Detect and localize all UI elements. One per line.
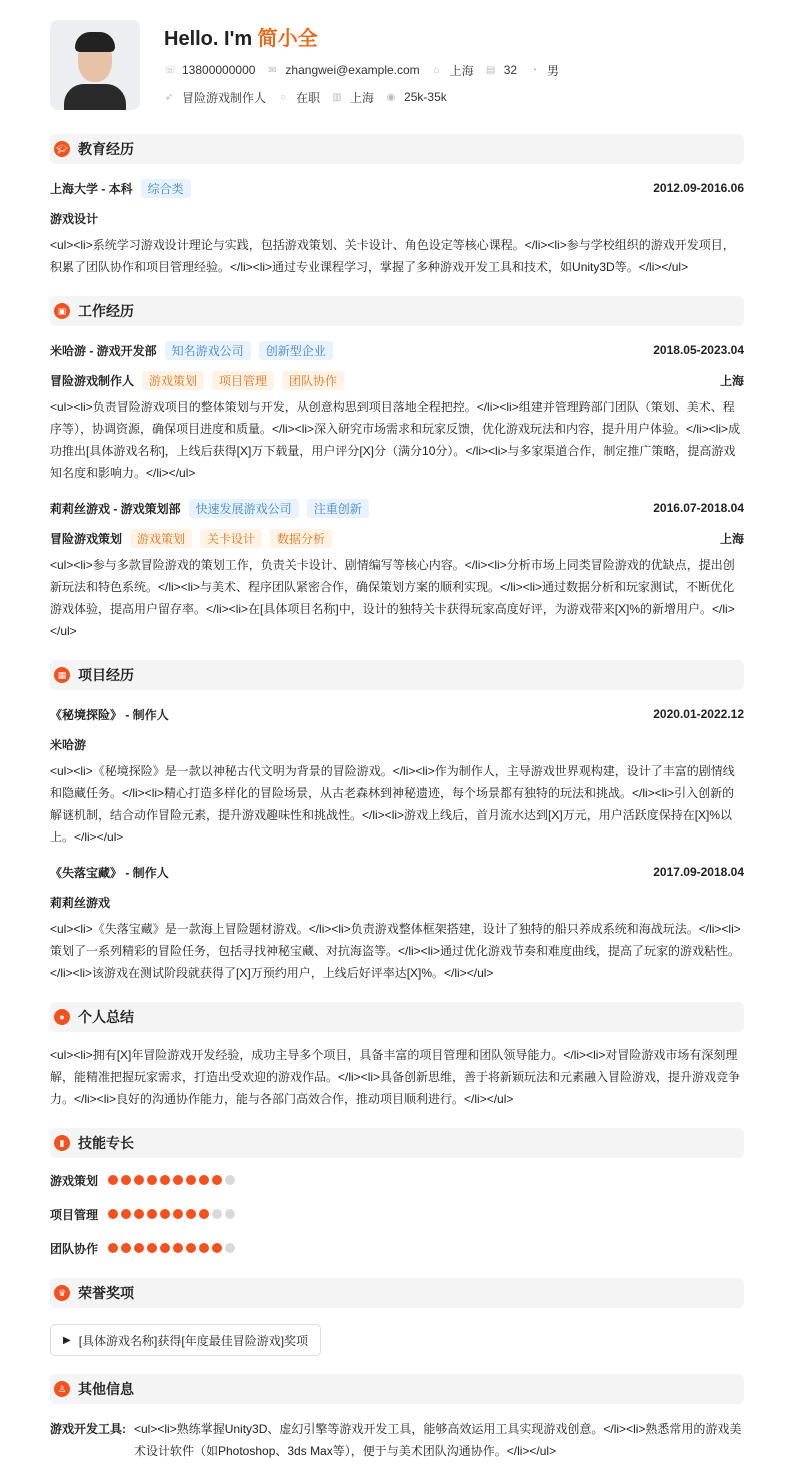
- phone: 13800000000: [182, 63, 256, 77]
- tag: 注重创新: [307, 499, 369, 518]
- city: 上海: [719, 531, 744, 546]
- section-title: 荣誉奖项: [78, 1285, 134, 1301]
- tag: 快速发展游戏公司: [189, 499, 299, 518]
- rating-dot: [199, 1209, 209, 1219]
- rating-dot: [225, 1209, 235, 1219]
- section-title: 其他信息: [78, 1381, 134, 1397]
- project-name: 《失落宝藏》 - 制作人: [50, 865, 169, 880]
- rating-dot: [199, 1175, 209, 1185]
- major: 游戏设计: [50, 211, 99, 226]
- section-title: 个人总结: [78, 1009, 134, 1025]
- skill-rating: [108, 1175, 238, 1185]
- rating-dot: [173, 1243, 183, 1253]
- target-city: 上海: [350, 90, 375, 105]
- rating-dot: [186, 1243, 196, 1253]
- email: zhangwei@example.com: [285, 63, 420, 77]
- graduation-icon: 🎓︎: [54, 141, 70, 157]
- section-education: [50, 134, 744, 164]
- rating-dot: [108, 1175, 118, 1185]
- role: 冒险游戏制作人: [50, 373, 135, 388]
- rating-dot: [173, 1209, 183, 1219]
- description: <ul><li>负责冒险游戏项目的整体策划与开发，从创意构思到项目落地全程把控。</li><li>组建并管理跨部门团队（策划、美术、程序等），协调资源，确保项目进度和质量。</li><li>深入研究市场需求和玩家反馈，优化游戏玩法和内容，提升用户体验。</li><li>成功推出[具体游戏名称]，上线后获得[X]万下载量，用户评分[X]分（满分10分）。</li><li>与多家渠道合作，制定推广策略，提高游戏知名度和影响力。</li></ul>: [50, 400, 741, 480]
- rating-dot: [212, 1209, 222, 1219]
- description: <ul><li>《失落宝藏》是一款海上冒险题材游戏。</li><li>负责游戏整体框架搭建，设计了独特的船只养成系统和海战玩法。</li><li>策划了一系列精彩的冒险任务，包括寻找神秘宝藏、对抗海盗等。</li><li>通过优化游戏节奏和难度曲线，提高了玩家的游戏粘性。</li><li>该游戏在测试阶段就获得了[X]万预约用户，上线后好评率达[X]%。</li></ul>: [50, 922, 741, 980]
- summary-text: <ul><li>拥有[X]年冒险游戏开发经验，成功主导多个项目，具备丰富的项目管理和团队领导能力。</li><li>对冒险游戏市场有深刻理解，能精准把握玩家需求，打造出受欢迎的游戏作品。</li><li>具备创新思维，善于将新颖玩法和元素融入冒险游戏，提升游戏竞争力。</li><li>良好的沟通协作能力，能与各部门高效合作，推动项目顺利进行。</li></ul>: [50, 1048, 741, 1106]
- skill-tag: 关卡设计: [200, 529, 262, 548]
- skill-name: 游戏策划: [50, 1173, 99, 1188]
- age: 32: [503, 63, 518, 77]
- rating-dot: [147, 1243, 157, 1253]
- school: 上海大学 - 本科: [50, 181, 133, 196]
- gender: 男: [547, 63, 560, 78]
- skill-tag: 数据分析: [270, 529, 332, 548]
- section-awards: [50, 1278, 744, 1308]
- briefcase-icon: ▣: [54, 303, 70, 319]
- phone-icon: ☏: [164, 64, 177, 76]
- section-summary: [50, 1002, 744, 1032]
- project-company: 米哈游: [50, 737, 87, 752]
- section-title: 工作经历: [78, 303, 134, 319]
- skill-rating: [108, 1209, 238, 1219]
- expand-triangle-icon: ▶: [63, 1334, 71, 1346]
- candidate-name: 简小全: [257, 28, 318, 50]
- skill-tag: 团队协作: [282, 371, 344, 390]
- rating-dot: [134, 1209, 144, 1219]
- other-key: 游戏开发工具:: [50, 1422, 126, 1436]
- company: 米哈游 - 游戏开发部: [50, 343, 157, 358]
- rating-dot: [225, 1243, 235, 1253]
- rating-dot: [160, 1175, 170, 1185]
- date: 2017.09-2018.04: [653, 865, 744, 879]
- rating-dot: [160, 1209, 170, 1219]
- rating-dot: [121, 1175, 131, 1185]
- age-icon: ▤: [485, 64, 496, 76]
- page-title: [164, 22, 571, 52]
- home-icon: ⌂: [433, 64, 440, 76]
- gender-icon: ◔: [531, 64, 538, 76]
- rating-dot: [173, 1175, 183, 1185]
- location: 上海: [449, 63, 474, 78]
- project-company: 莉莉丝游戏: [50, 895, 111, 910]
- rating-dot: [186, 1209, 196, 1219]
- rating-dot: [212, 1175, 222, 1185]
- skill-name: 团队协作: [50, 1241, 99, 1256]
- description: <ul><li>《秘境探险》是一款以神秘古代文明为背景的冒险游戏。</li><li>作为制作人，主导游戏世界观构建，设计了丰富的剧情线和隐藏任务。</li><li>精心打造多样化的冒险场景，从古老森林到神秘遗迹，每个场景都有独特的玩法和挑战。</li><li>引入创新的解谜机制，结合动作冒险元素，提升游戏趣味性和挑战性。</li><li>游戏上线后，首月流水达到[X]万元，用户活跃度保持在[X]%以上。</li></ul>: [50, 764, 735, 844]
- building-icon: ▥: [332, 91, 342, 103]
- section-title: 技能专长: [78, 1135, 134, 1151]
- description: <ul><li>参与多款冒险游戏的策划工作，负责关卡设计、剧情编写等核心内容。</li><li>分析市场上同类冒险游戏的优缺点，提出创新玩法和特色系统。</li><li>与美术、程序团队紧密合作，确保策划方案的顺利实现。</li><li>通过数据分析和玩家测试，不断优化游戏体验，提高用户留存率。</li><li>在[具体项目名称]中，设计的独特关卡获得玩家高度好评，为游戏带来[X]%的新增用户。</li></ul>: [50, 558, 735, 638]
- bar-chart-icon: ▮: [54, 1135, 70, 1151]
- section-other: [50, 1374, 744, 1404]
- award-icon: ♛: [54, 1285, 70, 1301]
- date: 2018.05-2023.04: [653, 343, 744, 357]
- skill-tag: 游戏策划: [142, 371, 204, 390]
- award-text: [具体游戏名称]获得[年度最佳冒险游戏]奖项: [78, 1333, 309, 1348]
- skill-tag: 项目管理: [212, 371, 274, 390]
- date: 2012.09-2016.06: [653, 181, 744, 195]
- date: 2020.01-2022.12: [653, 707, 744, 721]
- rating-dot: [160, 1243, 170, 1253]
- salary: 25k-35k: [404, 90, 447, 104]
- skill-tag: 游戏策划: [130, 529, 192, 548]
- tag: 创新型企业: [259, 341, 333, 360]
- section-title: 项目经历: [78, 667, 134, 683]
- education-entry: [50, 178, 744, 198]
- rating-dot: [186, 1175, 196, 1185]
- project-name: 《秘境探险》 - 制作人: [50, 707, 169, 722]
- rating-dot: [108, 1243, 118, 1253]
- rating-dot: [212, 1243, 222, 1253]
- status-icon: ○: [279, 91, 287, 103]
- status: 在职: [296, 90, 321, 105]
- rating-dot: [134, 1243, 144, 1253]
- tag: 综合类: [141, 179, 191, 198]
- description: <ul><li>系统学习游戏设计理论与实践，包括游戏策划、关卡设计、角色设定等核心课程。</li><li>参与学校组织的游戏开发项目，积累了团队协作和项目管理经验。</li><li>通过专业课程学习，掌握了多种游戏开发工具和技术，如Unity3D等。</li></ul>: [50, 238, 735, 274]
- skill-item: [50, 1236, 404, 1260]
- city: 上海: [719, 373, 744, 388]
- section-work: [50, 296, 744, 326]
- skill-item: [50, 1202, 404, 1226]
- profile-header: [50, 20, 744, 116]
- grid-icon: ▦: [54, 667, 70, 683]
- section-projects: [50, 660, 744, 690]
- role: 冒险游戏策划: [50, 531, 123, 546]
- skill-item: [50, 1168, 404, 1192]
- rating-dot: [147, 1175, 157, 1185]
- date: 2016.07-2018.04: [653, 501, 744, 515]
- rating-dot: [134, 1175, 144, 1185]
- greeting: Hello. I'm: [164, 28, 258, 50]
- section-skills: [50, 1128, 744, 1158]
- skill-name: 项目管理: [50, 1207, 99, 1222]
- avatar: [50, 20, 140, 110]
- award-item[interactable]: [50, 1324, 321, 1356]
- other-value: <ul><li>熟练掌握Unity3D、虚幻引擎等游戏开发工具，能够高效运用工具实现游戏创意。</li><li>熟悉常用的游戏美术设计软件（如Photoshop、3ds Max等），便于与美术团队沟通协作。</li></ul>: [134, 1422, 742, 1458]
- company: 莉莉丝游戏 - 游戏策划部: [50, 501, 181, 516]
- tag: 知名游戏公司: [165, 341, 251, 360]
- other-icon: ♙: [54, 1381, 70, 1397]
- email-icon: ✉: [268, 64, 277, 76]
- rating-dot: [121, 1243, 131, 1253]
- rating-dot: [225, 1175, 235, 1185]
- rating-dot: [147, 1209, 157, 1219]
- rating-dot: [121, 1209, 131, 1219]
- position-icon: ➶: [164, 91, 174, 103]
- rating-dot: [199, 1243, 209, 1253]
- section-title: 教育经历: [78, 141, 134, 157]
- rating-dot: [108, 1209, 118, 1219]
- salary-icon: ◉: [386, 91, 396, 103]
- user-icon: ●: [54, 1009, 70, 1025]
- skill-rating: [108, 1243, 238, 1253]
- position: 冒险游戏制作人: [182, 90, 267, 105]
